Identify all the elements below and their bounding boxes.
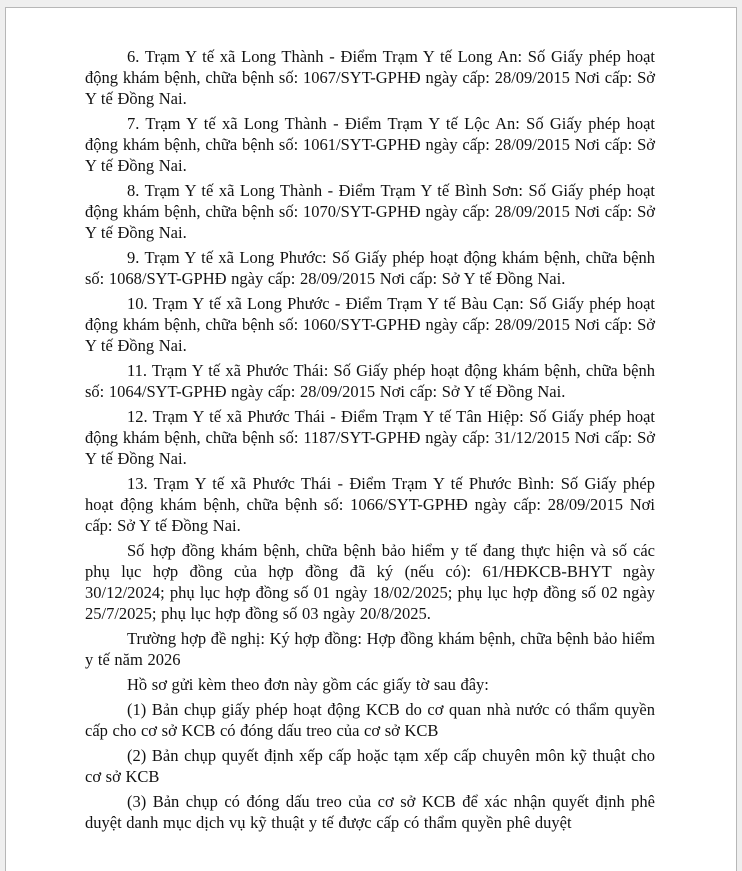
station-item-8: 8. Trạm Y tế xã Long Thành - Điểm Trạm Y tế Bình Sơn: Số Giấy phép hoạt động khám bệnh, chữa bệnh số: 1070/SYT-GPHĐ ngày cấp: 28/09/2015 Nơi cấp: Sở Y tế Đồng Nai.	[85, 181, 655, 242]
station-item-10: 10. Trạm Y tế xã Long Phước - Điểm Trạm Y tế Bàu Cạn: Số Giấy phép hoạt động khám bệnh, chữa bệnh số: 1060/SYT-GPHĐ ngày cấp: 28/09/2015 Nơi cấp: Sở Y tế Đồng Nai.	[85, 294, 655, 355]
station-item-7: 7. Trạm Y tế xã Long Thành - Điểm Trạm Y tế Lộc An: Số Giấy phép hoạt động khám bệnh, chữa bệnh số: 1061/SYT-GPHĐ ngày cấp: 28/09/2015 Nơi cấp: Sở Y tế Đồng Nai.	[85, 114, 655, 175]
station-item-12: 12. Trạm Y tế xã Phước Thái - Điểm Trạm Y tế Tân Hiệp: Số Giấy phép hoạt động khám bệnh, chữa bệnh số: 1187/SYT-GPHĐ ngày cấp: 31/12/2015 Nơi cấp: Sở Y tế Đồng Nai.	[85, 407, 655, 468]
document-page	[5, 7, 737, 871]
station-item-9: 9. Trạm Y tế xã Long Phước: Số Giấy phép hoạt động khám bệnh, chữa bệnh số: 1068/SYT-GPHĐ ngày cấp: 28/09/2015 Nơi cấp: Sở Y tế Đồng Nai.	[85, 248, 655, 288]
attachment-item-3: (3) Bản chụp có đóng dấu treo của cơ sở KCB để xác nhận quyết định phê duyệt danh mục dịch vụ kỹ thuật y tế được cấp có thẩm quyền phê duyệt	[85, 792, 655, 832]
station-item-6: 6. Trạm Y tế xã Long Thành - Điểm Trạm Y tế Long An: Số Giấy phép hoạt động khám bệnh, chữa bệnh số: 1067/SYT-GPHĐ ngày cấp: 28/09/2015 Nơi cấp: Sở Y tế Đồng Nai.	[85, 47, 655, 108]
attachment-item-1: (1) Bản chụp giấy phép hoạt động KCB do cơ quan nhà nước có thẩm quyền cấp cho cơ sở KCB có đóng dấu treo của cơ sở KCB	[85, 700, 655, 740]
attachment-item-2: (2) Bản chụp quyết định xếp cấp hoặc tạm xếp cấp chuyên môn kỹ thuật cho cơ sở KCB	[85, 746, 655, 786]
station-item-13: 13. Trạm Y tế xã Phước Thái - Điểm Trạm Y tế Phước Bình: Số Giấy phép hoạt động khám bệnh, chữa bệnh số: 1066/SYT-GPHĐ ngày cấp: 28/09/2015 Nơi cấp: Sở Y tế Đồng Nai.	[85, 474, 655, 535]
contract-summary-paragraph: Số hợp đồng khám bệnh, chữa bệnh bảo hiểm y tế đang thực hiện và số các phụ lục hợp đồng của hợp đồng đã ký (nếu có): 61/HĐKCB-BHYT ngày 30/12/2024; phụ lục hợp đồng số 01 ngày 18/02/2025; phụ lục hợp đồng số 02 ngày 25/7/2025; phụ lục hợp đồng số 03 ngày 20/8/2025.	[85, 541, 655, 623]
station-item-11: 11. Trạm Y tế xã Phước Thái: Số Giấy phép hoạt động khám bệnh, chữa bệnh số: 1064/SYT-GPHĐ ngày cấp: 28/09/2015 Nơi cấp: Sở Y tế Đồng Nai.	[85, 361, 655, 401]
attached-documents-intro: Hồ sơ gửi kèm theo đơn này gồm các giấy tờ sau đây:	[127, 675, 489, 694]
request-case-paragraph: Trường hợp đề nghị: Ký hợp đồng: Hợp đồng khám bệnh, chữa bệnh bảo hiểm y tế năm 2026	[85, 629, 655, 669]
